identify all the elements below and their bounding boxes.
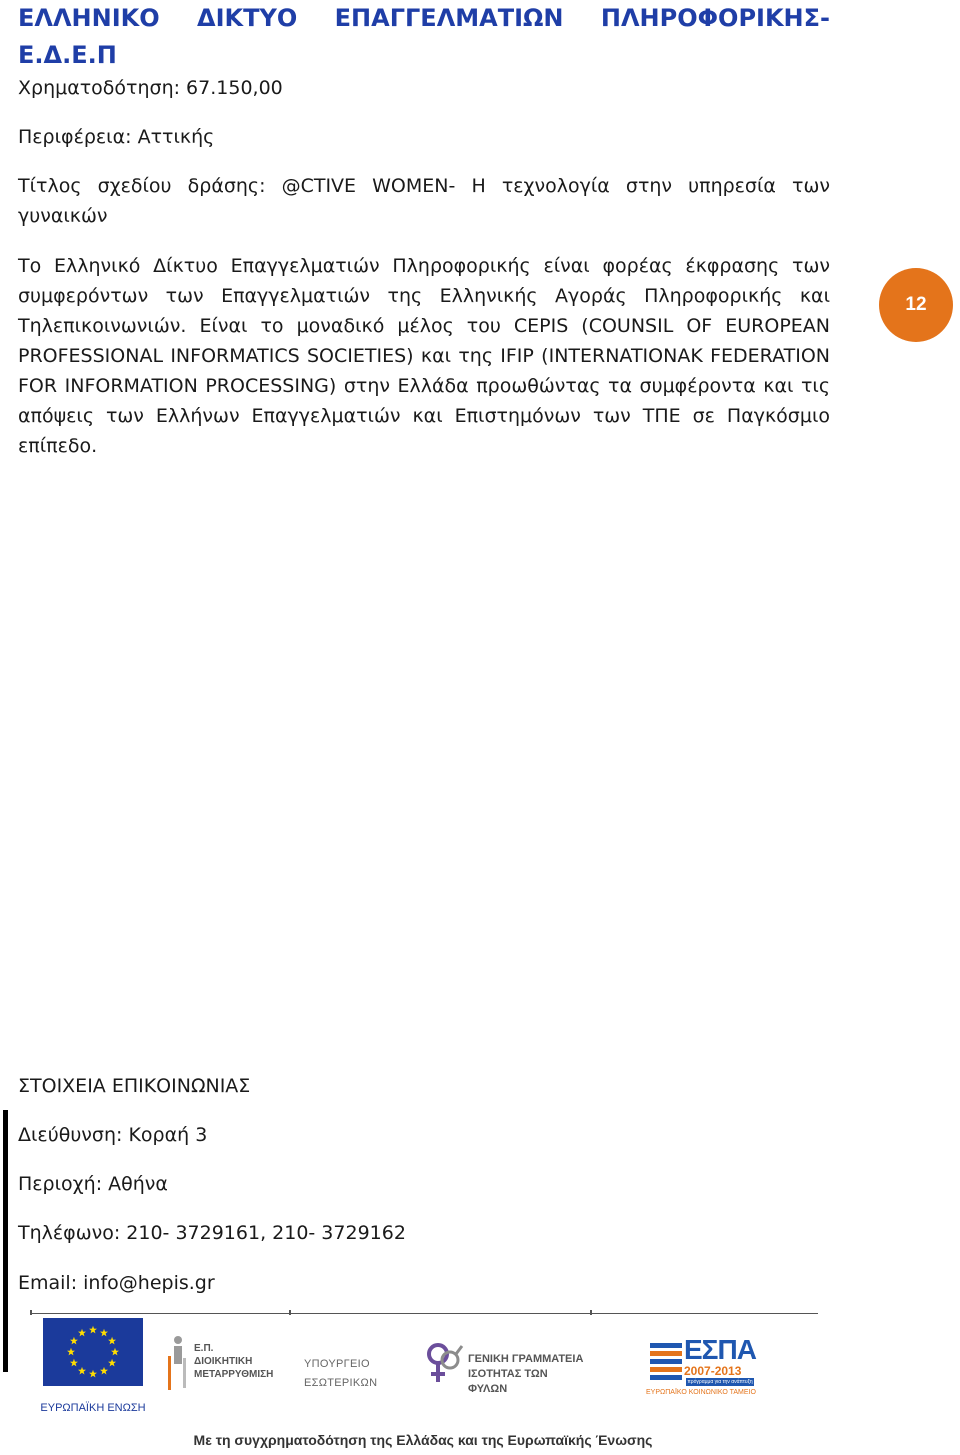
funding-amount: Χρηματοδότηση: 67.150,00 [18,77,283,99]
gender-equality-secretariat-logo [424,1338,584,1398]
eu-star-icon [108,1359,116,1367]
espa-subtitle: πρόγραμμα για την ανάπτυξη [687,1379,753,1385]
contact-area: Περιοχή: Αθήνα [18,1173,168,1195]
gender-secretariat-line: ΓΕΝΙΚΗ ΓΡΑΜΜΑΤΕΙΑ [468,1353,584,1365]
ministry-name: ΥΠΟΥΡΓΕΙΟ ΕΣΩΤΕΡΙΚΩΝ [304,1358,378,1389]
espa-fund-name: ΕΥΡΩΠΑΪΚΟ ΚΟΙΝΩΝΙΚΟ ΤΑΜΕΙΟ [646,1389,756,1396]
contact-phone: Τηλέφωνο: 210- 3729161, 210- 3729162 [18,1222,406,1244]
eu-star-icon [70,1337,78,1345]
espa-wordmark: ΕΣΠΑ [684,1334,756,1365]
footer-divider-tick [30,1310,32,1315]
administrative-reform-logo [162,1334,292,1398]
contact-left-border [3,1110,8,1372]
eu-star-icon [67,1348,75,1356]
eu-caption: ΕΥΡΩΠΑΪΚΗ ΕΝΩΣΗ [40,1402,146,1414]
contact-email: Email: info@hepis.gr [18,1272,215,1294]
eu-star-icon [70,1359,78,1367]
espa-years: 2007-2013 [684,1364,742,1378]
gender-symbol-icon [424,1338,464,1390]
region: Περιφέρεια: Αττικής [18,126,215,148]
eu-star-icon [89,1326,97,1334]
espa-logo [646,1335,758,1399]
contact-address: Διεύθυνση: Κοραή 3 [18,1124,208,1146]
eu-star-icon [100,1367,108,1375]
footer-divider-tick [590,1310,592,1315]
contact-heading: ΣΤΟΙΧΕΙΑ ΕΠΙΚΟΙΝΩΝΙΑΣ [18,1075,251,1097]
espa-stripes-icon [650,1343,682,1383]
footer-divider [30,1313,818,1314]
organization-title: ΕΛΛΗΝΙΚΟ ΔΙΚΤΥΟ ΕΠΑΓΓΕΛΜΑΤΙΩΝ ΠΛΗΡΟΦΟΡΙΚΗΣ- Ε.Δ.Ε.Π [18,4,830,69]
admin-logo-line: ΜΕΤΑΡΡΥΘΜΙΣΗ [194,1369,274,1380]
admin-logo-line: ΔΙΟΙΚΗΤΙΚΗ [194,1356,253,1367]
eu-star-icon [111,1348,119,1356]
footer-divider-tick [289,1310,291,1315]
eu-star-icon [108,1337,116,1345]
gender-secretariat-line: ΙΣΟΤΗΤΑΣ ΤΩΝ ΦΥΛΩΝ [468,1368,548,1395]
cofunding-statement: Με τη συγχρηματοδότηση της Ελλάδας και της Ευρωπαϊκής Ένωσης [193,1432,653,1448]
admin-logo-line: Ε.Π. [194,1343,214,1354]
eu-star-icon [78,1367,86,1375]
action-plan-title: Τίτλος σχεδίου δράσης: @CTIVE WOMEN- Η τεχνολογία στην υπηρεσία των γυναικών [18,175,830,227]
organization-description: Το Ελληνικό Δίκτυο Επαγγελματιών Πληροφορικής είναι φορέας έκφρασης των συμφερόντων των Επαγγελματιών της Ελληνικής Αγοράς Πληροφορικής και Τηλεπικοινωνιών. Είναι το μοναδικό μέλος του CEPIS (COUNSIL OF EUROPEAN PROFESSIONAL INFORMATICS SOCIETIES) και της IFIP (INTERNATIONAK FEDERATION FOR INFORMATION PROCESSING) στην Ελλάδα προωθώντας τα συμφέροντα και τις απόψεις των Ελλήνων Επαγγελματιών και Επιστημόνων των ΤΠΕ σε Παγκόσμιο επίπεδο. [18,255,830,457]
eu-star-icon [89,1370,97,1378]
eu-flag-icon [43,1318,143,1386]
ministry-of-interior-logo [304,1352,434,1389]
eu-star-icon [100,1329,108,1337]
page-number-badge: 12 [879,268,953,342]
eu-star-icon [78,1329,86,1337]
person-figure-icon [166,1334,188,1394]
